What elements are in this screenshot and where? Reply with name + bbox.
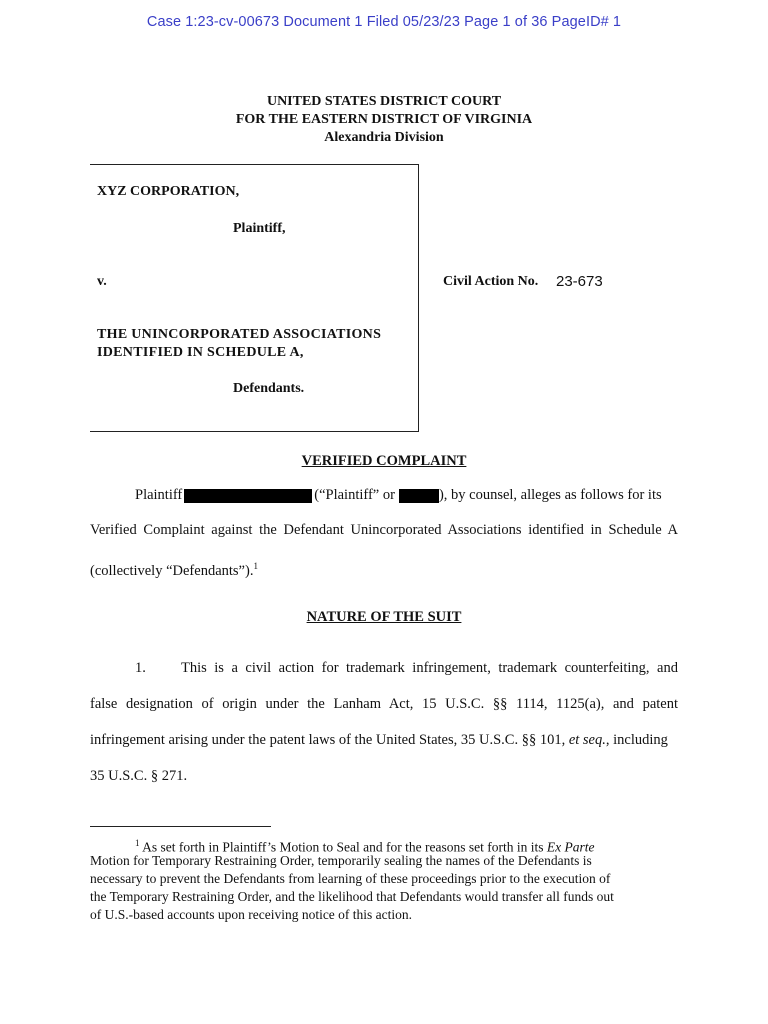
court-district: FOR THE EASTERN DISTRICT OF VIRGINIA — [235, 112, 533, 127]
plaintiff-role: Plaintiff, — [233, 221, 286, 236]
ex-parte-italic: Ex Parte — [546, 839, 595, 855]
footnote-reference: 1 — [253, 561, 258, 571]
redaction-bar — [399, 489, 439, 503]
defendant-name-line2: IDENTIFIED IN SCHEDULE A, — [97, 345, 304, 360]
intro-plaintiff-alias: (“Plaintiff” or — [314, 487, 395, 503]
defendant-name-line1: THE UNINCORPORATED ASSOCIATIONS — [97, 327, 382, 342]
versus-label: v. — [97, 274, 107, 289]
footnote-line-1-text: As set forth in Plaintiff’s Motion to Seal and for the reasons set forth in its — [142, 839, 544, 855]
court-division: Alexandria Division — [324, 130, 444, 145]
intro-line-3 — [90, 557, 258, 580]
civil-action-number: 23-673 — [556, 273, 603, 290]
paragraph-1-line-3-tail: , including — [605, 732, 668, 748]
ecf-header-stamp: Case 1:23-cv-00673 Document 1 Filed 05/23/23 Page 1 of 36 PageID# 1 — [146, 14, 622, 30]
paragraph-1-line-2: false designation of origin under the Lanham Act, 15 U.S.C. §§ 1114, 1125(a), and patent — [90, 696, 678, 712]
footnote-separator — [90, 826, 271, 827]
defendant-role: Defendants. — [233, 381, 305, 396]
paragraph-1-line-3 — [90, 731, 678, 749]
footnote-line-5: of U.S.-based accounts upon receiving notice of this action. — [90, 907, 413, 922]
intro-line-2: Verified Complaint against the Defendant Unincorporated Associations identified in Schedule A — [90, 522, 678, 538]
footnote-line-3: necessary to prevent the Defendants from learning of these proceedings prior to the execution of — [90, 871, 611, 886]
intro-line-1-tail: ), by counsel, alleges as follows for its — [438, 487, 662, 503]
footnote-number: 1 — [135, 838, 140, 848]
paragraph-number: 1. — [135, 660, 146, 676]
paragraph-1-line-1: This is a civil action for trademark infringement, trademark counterfeiting, and — [181, 660, 678, 676]
intro-line-1 — [90, 486, 678, 504]
intro-line-3-text: (collectively “Defendants”). — [90, 562, 254, 579]
et-seq-italic: et seq. — [568, 732, 606, 748]
footnote-line-2: Motion for Temporary Restraining Order, temporarily sealing the names of the Defendants is — [90, 853, 592, 868]
redaction-bar — [184, 489, 312, 503]
paragraph-1-line-3-text: infringement arising under the patent laws of the United States, 35 U.S.C. §§ 101, — [90, 732, 566, 748]
footnote-line-4: the Temporary Restraining Order, and the likelihood that Defendants would transfer all funds out — [90, 889, 614, 904]
civil-action-label: Civil Action No. — [443, 274, 539, 289]
paragraph-1-line-4: 35 U.S.C. § 271. — [90, 768, 188, 784]
plaintiff-name: XYZ CORPORATION, — [97, 184, 240, 199]
court-name: UNITED STATES DISTRICT COURT — [266, 94, 502, 109]
section-heading: NATURE OF THE SUIT — [306, 609, 462, 625]
intro-plaintiff-word: Plaintiff — [135, 487, 183, 503]
document-title: VERIFIED COMPLAINT — [301, 453, 467, 469]
